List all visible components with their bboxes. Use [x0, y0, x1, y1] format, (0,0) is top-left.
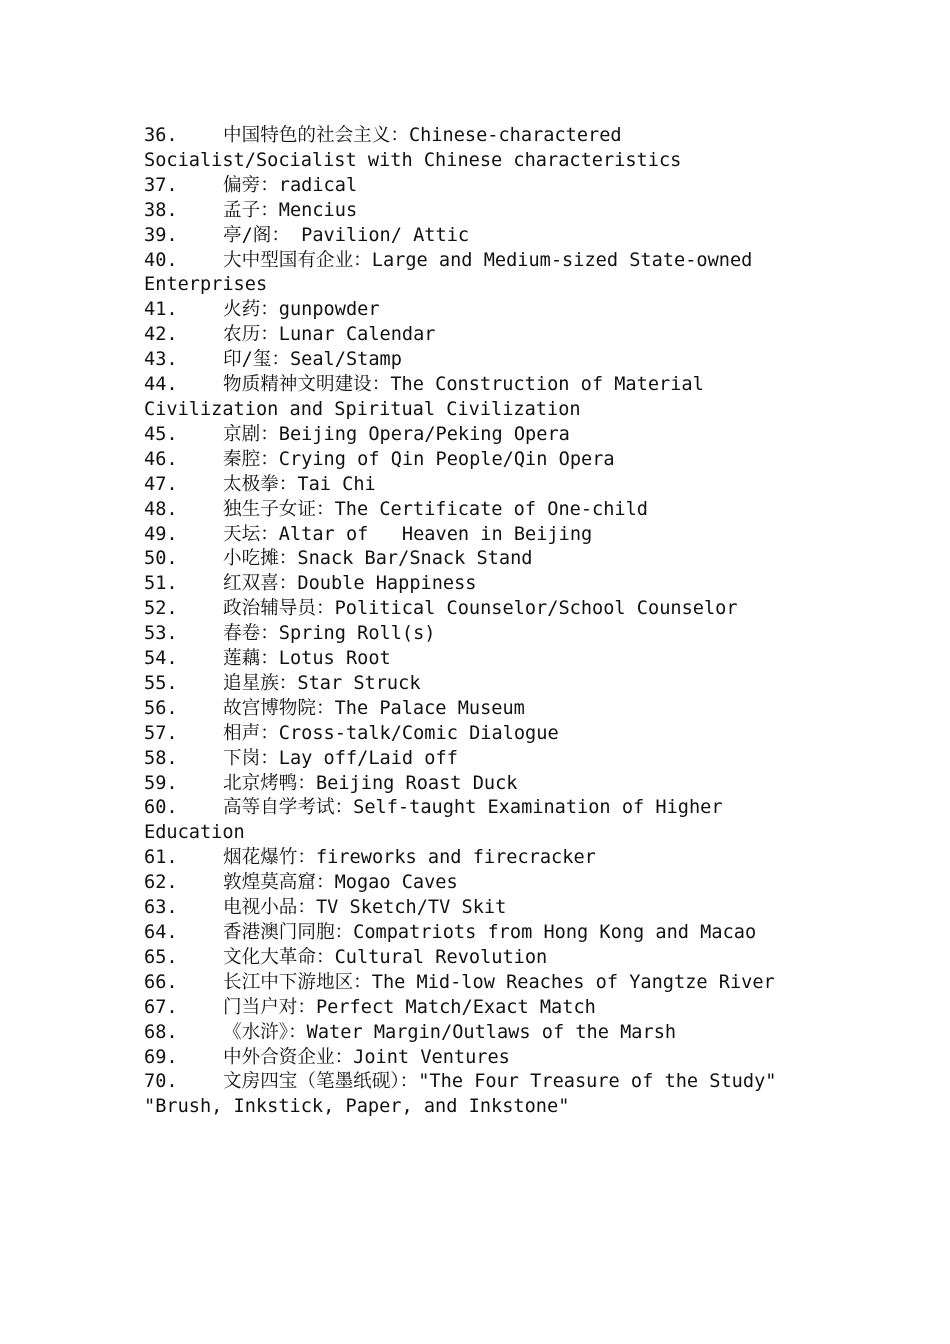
glossary-entry [144, 523, 824, 548]
entry-text: 秦腔：Crying of Qin People/Qin Opera [223, 448, 615, 470]
entry-text: 文化大革命：Cultural Revolution [223, 946, 548, 968]
entry-number: 40. [144, 249, 178, 271]
entry-text: 追星族：Star Struck [223, 672, 421, 694]
glossary-entry [144, 697, 824, 722]
entry-text: 故宫博物院：The Palace Museum [223, 697, 525, 719]
entry-text: 莲藕：Lotus Root [223, 648, 391, 670]
entry-text: 北京烤鸭：Beijing Roast Duck [223, 772, 518, 794]
entry-number: 56. [144, 697, 178, 719]
entry-text: 《水浒》：Water Margin/Outlaws of the Marsh [223, 1021, 677, 1043]
entry-text: 香港澳门同胞：Compatriots from Hong Kong and Macao [223, 922, 757, 943]
entry-number: 37. [144, 174, 178, 196]
entry-number: 39. [144, 224, 178, 246]
entry-text: 物质精神文明建设：The Construction of Material Civilization and Spiritual Civilization [144, 374, 715, 420]
glossary-entry [144, 722, 824, 747]
entry-number: 68. [144, 1021, 178, 1043]
glossary-entry [144, 647, 824, 672]
glossary-entry [144, 772, 824, 797]
glossary-entry [144, 946, 824, 971]
entry-number: 63. [144, 897, 178, 919]
entry-number: 51. [144, 573, 178, 595]
glossary-entry [144, 996, 824, 1021]
glossary-entry [144, 672, 824, 697]
glossary-entry [144, 373, 824, 423]
entry-number: 59. [144, 772, 178, 794]
entry-text: 政治辅导员：Political Counselor/School Counselor [223, 598, 738, 620]
entry-number: 48. [144, 498, 178, 520]
glossary-entry [144, 796, 824, 846]
entry-number: 41. [144, 299, 178, 321]
glossary-entry [144, 249, 824, 299]
entry-number: 50. [144, 548, 178, 570]
entry-number: 64. [144, 922, 178, 943]
entry-number: 49. [144, 523, 178, 545]
glossary-entry [144, 896, 824, 921]
glossary-entry [144, 323, 824, 348]
entry-number: 70. [144, 1071, 178, 1093]
entry-number: 54. [144, 648, 178, 670]
entry-text: 长江中下游地区：The Mid-low Reaches of Yangtze River [223, 971, 775, 993]
glossary-entry [144, 298, 824, 323]
entry-text: 农历：Lunar Calendar [223, 324, 436, 346]
entry-text: 大中型国有企业：Large and Medium-sized State-owned Enterprises [144, 249, 764, 296]
entry-number: 69. [144, 1046, 178, 1068]
entry-text: 中外合资企业：Joint Ventures [223, 1046, 510, 1068]
glossary-entry [144, 498, 824, 523]
entry-text: 印/玺：Seal/Stamp [223, 349, 402, 371]
glossary-entry [144, 473, 824, 498]
entry-text: 春卷：Spring Roll(s) [223, 623, 436, 645]
glossary-entry [144, 572, 824, 597]
entry-text: 太极拳：Tai Chi [223, 473, 376, 495]
entry-number: 61. [144, 847, 178, 869]
entry-text: 门当户对：Perfect Match/Exact Match [223, 996, 596, 1018]
glossary-entry [144, 348, 824, 373]
glossary-entry [144, 846, 824, 871]
entry-text: 电视小品：TV Sketch/TV Skit [223, 897, 507, 919]
entry-number: 43. [144, 349, 178, 371]
entry-number: 55. [144, 672, 178, 694]
entry-number: 47. [144, 473, 178, 495]
entry-number: 65. [144, 946, 178, 968]
entry-number: 42. [144, 324, 178, 346]
entry-number: 38. [144, 199, 178, 221]
entry-number: 36. [144, 125, 178, 146]
entry-text: 文房四宝（笔墨纸砚）："The Four Treasure of the Study" "Brush, Inkstick, Paper, and Inkstone" [144, 1071, 788, 1118]
glossary-entry [144, 597, 824, 622]
entry-text: 相声：Cross-talk/Comic Dialogue [223, 722, 559, 744]
glossary-entry [144, 622, 824, 647]
entry-number: 45. [144, 423, 178, 445]
glossary-entry [144, 871, 824, 896]
glossary-entry [144, 971, 824, 996]
entry-number: 67. [144, 996, 178, 1018]
glossary-entry [144, 448, 824, 473]
glossary-entry [144, 1070, 824, 1120]
entry-number: 58. [144, 747, 178, 769]
entry-text: 火药：gunpowder [223, 299, 380, 321]
entry-number: 46. [144, 448, 178, 470]
entry-text: 京剧：Beijing Opera/Peking Opera [223, 423, 570, 445]
entry-text: 红双喜：Double Happiness [223, 573, 477, 595]
glossary-entry [144, 921, 824, 946]
entry-text: 下岗：Lay off/Laid off [223, 747, 458, 769]
entry-number: 53. [144, 623, 178, 645]
entry-number: 57. [144, 722, 178, 744]
entry-text: 天坛：Altar of Heaven in Beijing [223, 523, 593, 545]
entry-text: 独生子女证：The Certificate of One-child [223, 498, 649, 520]
entry-text: 偏旁：radical [223, 174, 358, 196]
glossary-entry [144, 124, 824, 174]
glossary-entry [144, 174, 824, 199]
entry-text: 中国特色的社会主义：Chinese-charactered Socialist/Socialist with Chinese characteristics [144, 125, 682, 171]
entry-text: 烟花爆竹：fireworks and firecracker [223, 847, 596, 869]
entry-number: 52. [144, 598, 178, 620]
entry-number: 66. [144, 971, 178, 993]
entry-text: 敦煌莫高窟：Mogao Caves [223, 872, 458, 894]
glossary-entry [144, 423, 824, 448]
glossary-entry [144, 1046, 824, 1071]
entry-text: 孟子：Mencius [223, 199, 358, 221]
entry-number: 60. [144, 797, 178, 819]
glossary-entry [144, 747, 824, 772]
entry-number: 44. [144, 374, 178, 396]
glossary-entry [144, 224, 824, 249]
glossary-entry [144, 1021, 824, 1046]
glossary-list [144, 124, 824, 1120]
entry-text: 亭/阁： Pavilion/ Attic [223, 224, 470, 246]
entry-text: 小吃摊：Snack Bar/Snack Stand [223, 548, 533, 570]
glossary-entry [144, 199, 824, 224]
glossary-entry [144, 547, 824, 572]
entry-text: 高等自学考试：Self-taught Examination of Higher Education [144, 797, 734, 844]
entry-number: 62. [144, 872, 178, 894]
